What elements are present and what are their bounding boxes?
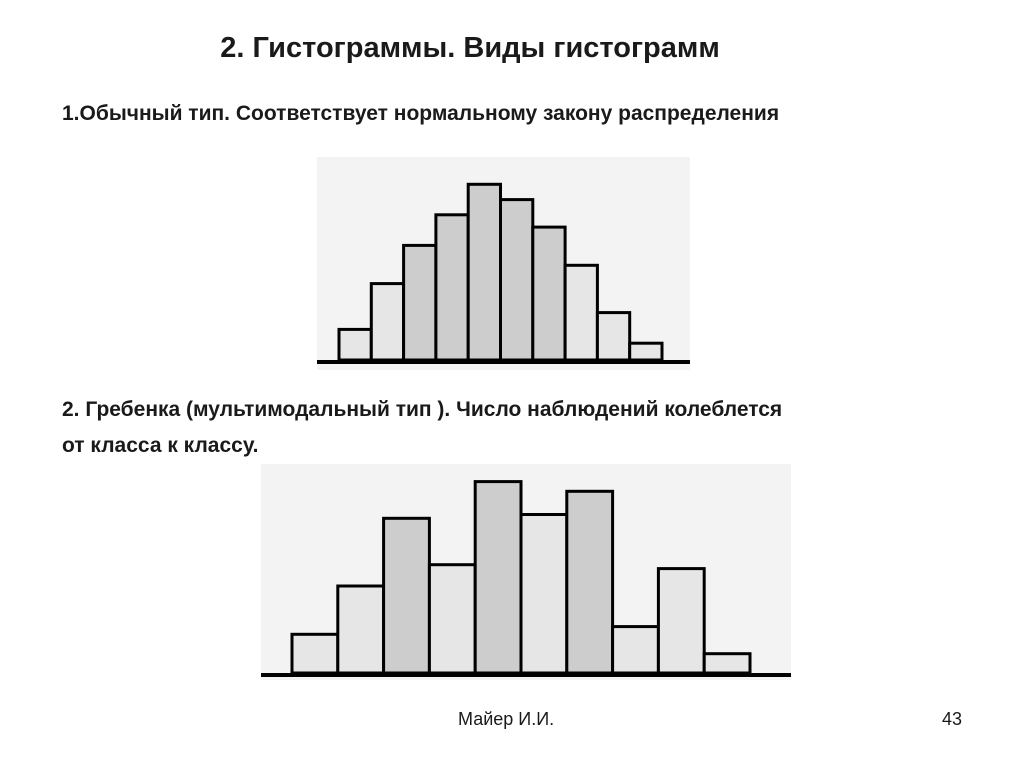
histogram-bar: [339, 329, 371, 360]
section-2-line-2: от класса к классу.: [62, 434, 259, 457]
page-number: 43: [942, 709, 963, 729]
histogram-bar: [567, 491, 613, 673]
histogram-bar: [429, 565, 475, 673]
histogram-bar: [338, 586, 384, 673]
histogram-bar: [436, 215, 468, 360]
section-1-heading: 1.Обычный тип. Соответствует нормальному закону распределения: [62, 102, 780, 125]
histogram-bar: [613, 627, 659, 673]
histogram-bar: [371, 284, 403, 360]
histogram-bar: [565, 265, 597, 360]
histogram-bar: [597, 313, 629, 360]
histogram-bar: [521, 515, 567, 674]
histogram-bar: [384, 518, 430, 673]
histogram-bar: [404, 245, 436, 360]
section-2-line-1: 2. Гребенка (мультимодальный тип ). Число наблюдений колеблется: [62, 398, 783, 421]
histogram-normal-chart: [317, 157, 690, 370]
histogram-bar: [533, 227, 565, 360]
histogram-bar: [501, 200, 533, 360]
section-2-heading: [62, 392, 782, 464]
slide-title: 2. Гистограммы. Виды гистограмм: [220, 32, 720, 64]
histogram-bar: [658, 569, 704, 673]
histogram-comb-chart: [261, 464, 791, 680]
histogram-bar: [475, 482, 521, 673]
histogram-bar: [468, 184, 500, 360]
histogram-bar: [630, 343, 662, 360]
footer-author: Майер И.И.: [458, 709, 555, 729]
histogram-bar: [704, 654, 750, 673]
histogram-bar: [292, 634, 338, 673]
